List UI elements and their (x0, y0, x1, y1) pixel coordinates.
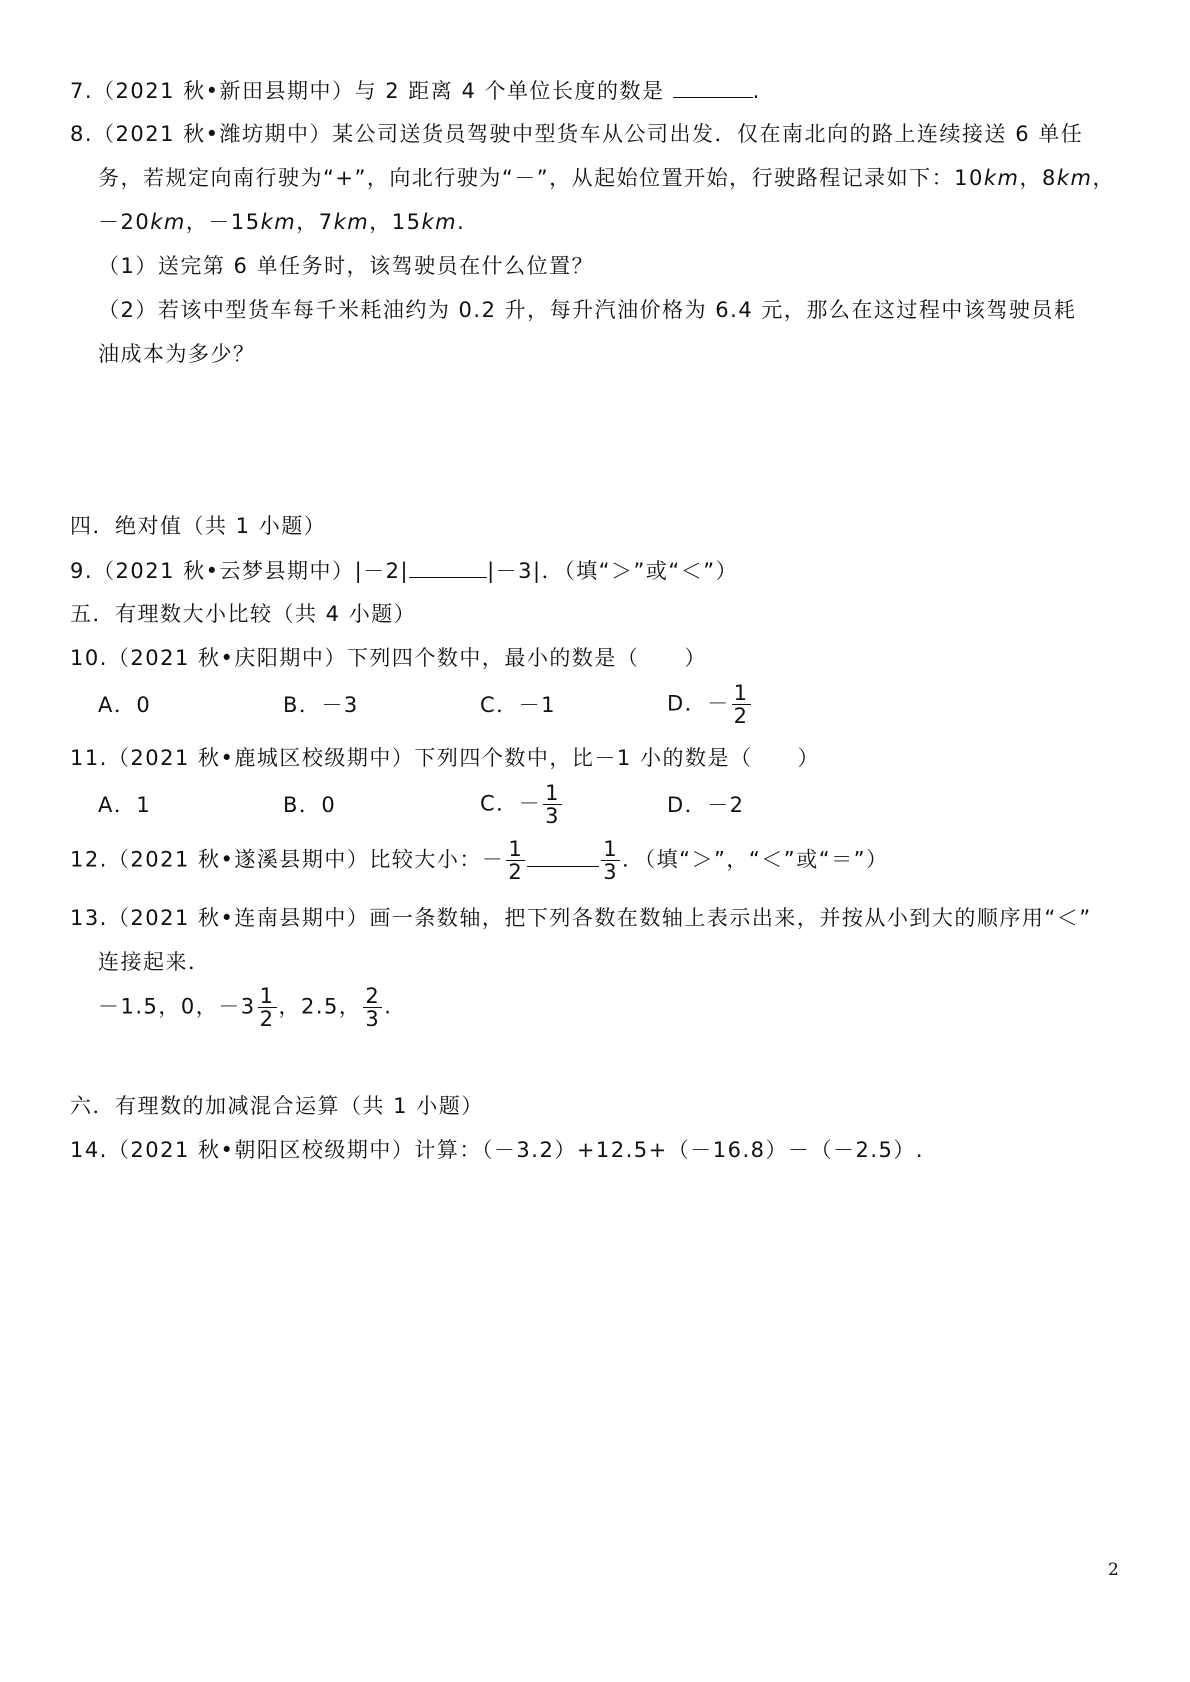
option-c: C．－ $\frac{1}{3}$ (480, 781, 561, 828)
answer-blank (409, 555, 487, 578)
question-10 (70, 643, 707, 673)
question-9: 9.（2021 秋•云梦县期中）|－2| |－3|．（填“＞”或“＜”） (70, 555, 738, 586)
fraction: $\frac{1}{2}$ (508, 837, 524, 884)
fraction: $\frac{1}{3}$ (545, 781, 561, 828)
question-12: 12.（2021 秋•遂溪县期中）比较大小：－ $\frac{1}{2}$ $\frac{1}{3}$ ．（填“＞”，“＜”或“＝”） (70, 837, 889, 884)
question-number: 9. (70, 559, 94, 583)
option-b: B．－3 (283, 693, 359, 717)
fraction: $\frac{2}{3}$ (365, 984, 381, 1031)
question-7: 7.（2021 秋•新田县期中）与 2 距离 4 个单位长度的数是 . (70, 75, 761, 106)
question-number: 12. (70, 847, 108, 872)
question-source: （2021 秋•云梦县期中） (93, 559, 355, 583)
question-8 (70, 119, 1083, 149)
option-d: D．－2 (667, 793, 745, 817)
question-source: （2021 秋•新田县期中） (93, 79, 355, 103)
question-8-line-3: －20km，－15km，7km，15km. (98, 210, 466, 234)
fraction: $\frac{1}{2}$ (733, 681, 749, 728)
answer-blank (673, 75, 753, 98)
question-text: 计算：（－3.2）+12.5+（－16.8）－（－2.5）. (414, 1138, 925, 1162)
question-text: 下列四个数中，比－1 小的数是（ ） (414, 746, 820, 770)
question-source: （2021 秋•庆阳期中） (107, 646, 347, 670)
question-8-sub-2: （2）若该中型货车每千米耗油约为 0.2 升，每升汽油价格为 6.4 元，那么在这过程中该驾驶员耗 (98, 298, 1077, 322)
question-source: （2021 秋•朝阳区校级期中） (107, 1138, 415, 1162)
question-text: 某公司送货员驾驶中型货车从公司出发．仅在南北向的路上连续接送 6 单任 (332, 122, 1084, 146)
question-11 (70, 743, 820, 773)
question-13-numbers: －1.5，0，－3 $\frac{1}{2}$ ，2.5， $\frac{2}{3}$ . (98, 984, 393, 1031)
question-source: （2021 秋•潍坊期中） (93, 122, 333, 146)
question-8-line-2: 务，若规定向南行驶为“+”，向北行驶为“－”，从起始位置开始，行驶路程记录如下：10km，8km， (98, 166, 1115, 190)
answer-blank (527, 852, 599, 867)
option-a: A．1 (98, 793, 152, 817)
question-source: （2021 秋•遂溪县期中） (107, 847, 370, 872)
question-text: 画一条数轴，把下列各数在数轴上表示出来，并按从小到大的顺序用“＜” (369, 906, 1092, 930)
option-a: A．0 (98, 693, 152, 717)
question-number: 8. (70, 122, 94, 146)
question-number: 14. (70, 1138, 108, 1162)
question-source: （2021 秋•鹿城区校级期中） (107, 746, 415, 770)
question-13-line-2: 连接起来． (98, 950, 211, 974)
option-b: B．0 (283, 793, 337, 817)
question-number: 11. (70, 746, 108, 770)
page-number: 2 (1108, 1560, 1119, 1580)
question-8-sub-1: （1）送完第 6 单任务时，该驾驶员在什么位置？ (98, 254, 595, 278)
question-number: 7. (70, 79, 94, 103)
question-14 (70, 1135, 924, 1165)
question-text: 与 2 距离 4 个单位长度的数是 (354, 79, 665, 103)
section-heading-4: 四．绝对值（共 1 小题） (70, 514, 327, 538)
option-c: C．－1 (480, 693, 557, 717)
question-13 (70, 903, 1092, 933)
question-source: （2021 秋•连南县期中） (107, 906, 370, 930)
question-8-sub-2-cont: 油成本为多少？ (98, 342, 256, 366)
question-text: 下列四个数中，最小的数是（ ） (346, 646, 707, 670)
fraction: $\frac{1}{2}$ (259, 984, 275, 1031)
question-number: 13. (70, 906, 108, 930)
fraction: $\frac{1}{3}$ (603, 837, 619, 884)
question-number: 10. (70, 646, 108, 670)
option-d: D．－ $\frac{1}{2}$ (667, 681, 749, 728)
section-heading-5: 五．有理数大小比较（共 4 小题） (70, 602, 417, 626)
section-heading-6: 六．有理数的加减混合运算（共 1 小题） (70, 1094, 484, 1118)
